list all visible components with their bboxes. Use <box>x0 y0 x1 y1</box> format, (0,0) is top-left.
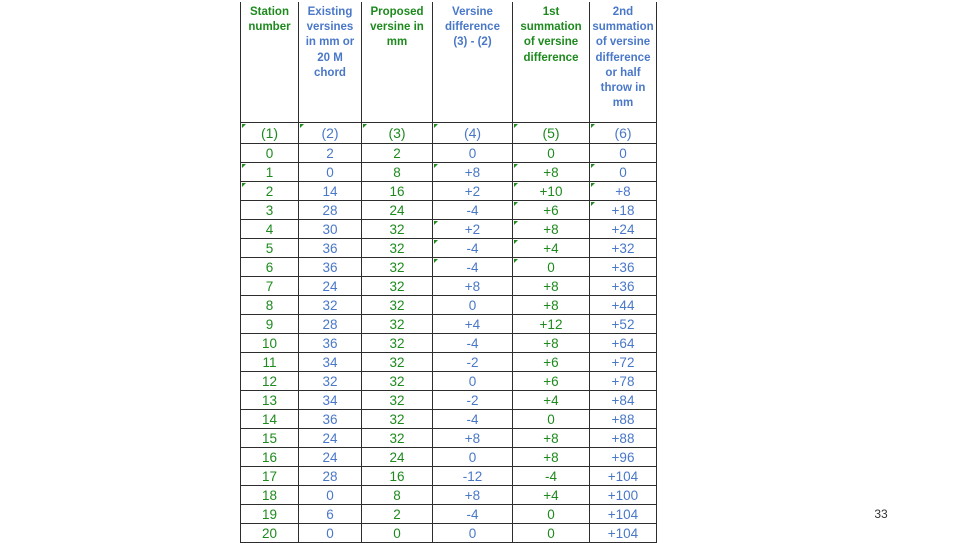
table-cell: +4 <box>433 315 513 334</box>
table-cell: 0 <box>241 144 299 163</box>
table-cell: 32 <box>362 391 433 410</box>
table-cell: -2 <box>433 353 513 372</box>
table-row <box>241 258 657 277</box>
table-cell: 3 <box>241 201 299 220</box>
table-cell: +36 <box>590 258 657 277</box>
table-cell: 15 <box>241 429 299 448</box>
table-cell: 0 <box>513 410 590 429</box>
table-cell: 2 <box>362 505 433 524</box>
table-cell: 11 <box>241 353 299 372</box>
table-cell: 32 <box>362 372 433 391</box>
column-header-line: difference <box>595 51 651 64</box>
table-cell: 0 <box>590 144 657 163</box>
table-cell: 32 <box>362 258 433 277</box>
table-row <box>241 334 657 353</box>
table-cell: +84 <box>590 391 657 410</box>
table-cell: +8 <box>513 429 590 448</box>
table-cell: 32 <box>362 315 433 334</box>
table-cell: +8 <box>433 163 513 182</box>
table-cell: -4 <box>433 239 513 258</box>
table-row <box>241 372 657 391</box>
table-cell: +52 <box>590 315 657 334</box>
column-header-line: mm <box>612 97 634 110</box>
column-number: (3) <box>362 123 433 144</box>
table-cell: 20 <box>241 524 299 543</box>
table-cell: 32 <box>362 353 433 372</box>
table-cell: 0 <box>299 163 362 182</box>
column-header-line: of versine <box>523 36 579 49</box>
table-cell: 28 <box>299 315 362 334</box>
table-cell: 34 <box>299 353 362 372</box>
table-row <box>241 277 657 296</box>
table-cell: 8 <box>362 486 433 505</box>
versine-table <box>240 2 657 543</box>
table-cell: -4 <box>433 201 513 220</box>
table-row <box>241 144 657 163</box>
table-row <box>241 201 657 220</box>
table-cell: +78 <box>590 372 657 391</box>
column-header-line: of versine <box>595 36 651 49</box>
table-cell: -4 <box>433 505 513 524</box>
table-cell: 28 <box>299 201 362 220</box>
column-header-line: throw in <box>600 82 646 95</box>
table-cell: +104 <box>590 524 657 543</box>
table-cell: 5 <box>241 239 299 258</box>
column-header <box>590 2 657 123</box>
table-row <box>241 467 657 486</box>
table-cell: 36 <box>299 258 362 277</box>
column-header-line: difference <box>523 51 579 64</box>
table-cell: 16 <box>241 448 299 467</box>
column-header-line: Existing <box>307 6 353 18</box>
table-cell: +72 <box>590 353 657 372</box>
table-cell: +8 <box>513 220 590 239</box>
column-header-line: (3) - (2) <box>453 36 492 49</box>
table-cell: 36 <box>299 334 362 353</box>
column-header-line: 2nd <box>612 6 634 18</box>
table-cell: +8 <box>590 182 657 201</box>
table-cell: 17 <box>241 467 299 486</box>
column-header <box>433 2 513 123</box>
table-cell: +6 <box>513 201 590 220</box>
table-cell: +2 <box>433 182 513 201</box>
column-header <box>513 2 590 123</box>
table-cell: +104 <box>590 467 657 486</box>
table-cell: -4 <box>433 410 513 429</box>
table-cell: +88 <box>590 410 657 429</box>
table-row <box>241 296 657 315</box>
table-cell: 32 <box>362 239 433 258</box>
table-cell: 10 <box>241 334 299 353</box>
table-cell: +6 <box>513 353 590 372</box>
column-header-line: Versine <box>452 6 493 18</box>
column-number: (2) <box>299 123 362 144</box>
column-number: (1) <box>241 123 299 144</box>
table-cell: +8 <box>513 296 590 315</box>
table-row <box>241 486 657 505</box>
table-row <box>241 163 657 182</box>
table-cell: +96 <box>590 448 657 467</box>
table-cell: 0 <box>433 524 513 543</box>
table-cell: 0 <box>433 372 513 391</box>
table-cell: 19 <box>241 505 299 524</box>
column-header-line: summation <box>592 21 654 34</box>
table-cell: 0 <box>299 524 362 543</box>
page-number: 33 <box>874 507 888 521</box>
header-row <box>241 2 657 123</box>
table-cell: +44 <box>590 296 657 315</box>
column-header <box>362 2 433 123</box>
table-cell: +2 <box>433 220 513 239</box>
table-cell: 24 <box>362 448 433 467</box>
table-cell: 2 <box>362 144 433 163</box>
table-cell: 0 <box>513 524 590 543</box>
table-cell: +24 <box>590 220 657 239</box>
table-cell: +8 <box>513 277 590 296</box>
column-header-line: versine in <box>370 21 424 34</box>
table-cell: 24 <box>299 277 362 296</box>
table-cell: +36 <box>590 277 657 296</box>
table-cell: +4 <box>513 486 590 505</box>
column-header-line: number <box>248 21 291 34</box>
table-cell: 1 <box>241 163 299 182</box>
table-cell: 32 <box>362 296 433 315</box>
table-cell: 16 <box>362 182 433 201</box>
column-header <box>241 2 299 123</box>
column-number-row <box>241 123 657 144</box>
table-cell: +8 <box>433 486 513 505</box>
column-header <box>299 2 362 123</box>
table-cell: +8 <box>513 448 590 467</box>
table-cell: 34 <box>299 391 362 410</box>
table-cell: 13 <box>241 391 299 410</box>
table-cell: -2 <box>433 391 513 410</box>
table-row <box>241 410 657 429</box>
table-cell: 0 <box>513 144 590 163</box>
table-cell: +8 <box>433 429 513 448</box>
table-cell: 0 <box>299 486 362 505</box>
table-row <box>241 429 657 448</box>
table-cell: 0 <box>433 296 513 315</box>
table-cell: 28 <box>299 467 362 486</box>
table-body <box>241 144 657 543</box>
table-row <box>241 315 657 334</box>
column-number: (5) <box>513 123 590 144</box>
table-cell: -4 <box>513 467 590 486</box>
table-cell: -4 <box>433 334 513 353</box>
table-cell: 32 <box>362 410 433 429</box>
table-cell: 2 <box>299 144 362 163</box>
column-header-line: Station <box>250 6 289 18</box>
column-header-line: mm <box>386 36 408 49</box>
table-cell: +8 <box>513 334 590 353</box>
table-cell: 9 <box>241 315 299 334</box>
table-cell: +8 <box>513 163 590 182</box>
table-row <box>241 220 657 239</box>
table-cell: +4 <box>513 239 590 258</box>
table-row <box>241 353 657 372</box>
table-cell: 0 <box>433 144 513 163</box>
table-cell: 0 <box>513 505 590 524</box>
table-cell: 32 <box>362 429 433 448</box>
column-header-line: 1st <box>542 6 560 18</box>
table-cell: 14 <box>299 182 362 201</box>
table-cell: +10 <box>513 182 590 201</box>
column-header-line: summation <box>520 21 582 34</box>
table-cell: 32 <box>299 296 362 315</box>
table-cell: -4 <box>433 258 513 277</box>
table-cell: 12 <box>241 372 299 391</box>
table-cell: 0 <box>433 448 513 467</box>
column-header-line: versines <box>306 21 354 34</box>
table-cell: 24 <box>299 429 362 448</box>
table-cell: 18 <box>241 486 299 505</box>
column-header-line: or half <box>605 66 641 79</box>
table-cell: +100 <box>590 486 657 505</box>
column-number: (4) <box>433 123 513 144</box>
table-row <box>241 239 657 258</box>
table-row <box>241 448 657 467</box>
table-cell: +18 <box>590 201 657 220</box>
table-cell: +4 <box>513 391 590 410</box>
table-cell: 14 <box>241 410 299 429</box>
table-cell: 32 <box>299 372 362 391</box>
table-cell: 30 <box>299 220 362 239</box>
table-cell: 0 <box>590 163 657 182</box>
table-cell: +32 <box>590 239 657 258</box>
table-cell: +6 <box>513 372 590 391</box>
table-cell: +12 <box>513 315 590 334</box>
table-cell: 24 <box>362 201 433 220</box>
table-cell: 32 <box>362 277 433 296</box>
table-cell: 36 <box>299 410 362 429</box>
table-cell: 8 <box>241 296 299 315</box>
column-number: (6) <box>590 123 657 144</box>
table-cell: 0 <box>362 524 433 543</box>
column-header-line: difference <box>445 21 500 34</box>
table-cell: +88 <box>590 429 657 448</box>
table-cell: 4 <box>241 220 299 239</box>
table-cell: 24 <box>299 448 362 467</box>
table-cell: 7 <box>241 277 299 296</box>
table-cell: 8 <box>362 163 433 182</box>
table-cell: 16 <box>362 467 433 486</box>
table-cell: 6 <box>299 505 362 524</box>
column-header-line: Proposed <box>370 6 424 18</box>
table-cell: -12 <box>433 467 513 486</box>
table-cell: 36 <box>299 239 362 258</box>
table-cell: +64 <box>590 334 657 353</box>
table-cell: 32 <box>362 334 433 353</box>
table-row <box>241 505 657 524</box>
table-cell: 6 <box>241 258 299 277</box>
table-cell: 2 <box>241 182 299 201</box>
table-cell: +104 <box>590 505 657 524</box>
table-cell: +8 <box>433 277 513 296</box>
table-row <box>241 182 657 201</box>
column-header-line: chord <box>314 66 346 79</box>
column-header-line: 20 M <box>317 51 343 64</box>
table-row <box>241 391 657 410</box>
table-cell: 0 <box>513 258 590 277</box>
column-header-line: in mm or <box>305 36 355 49</box>
table-cell: 32 <box>362 220 433 239</box>
